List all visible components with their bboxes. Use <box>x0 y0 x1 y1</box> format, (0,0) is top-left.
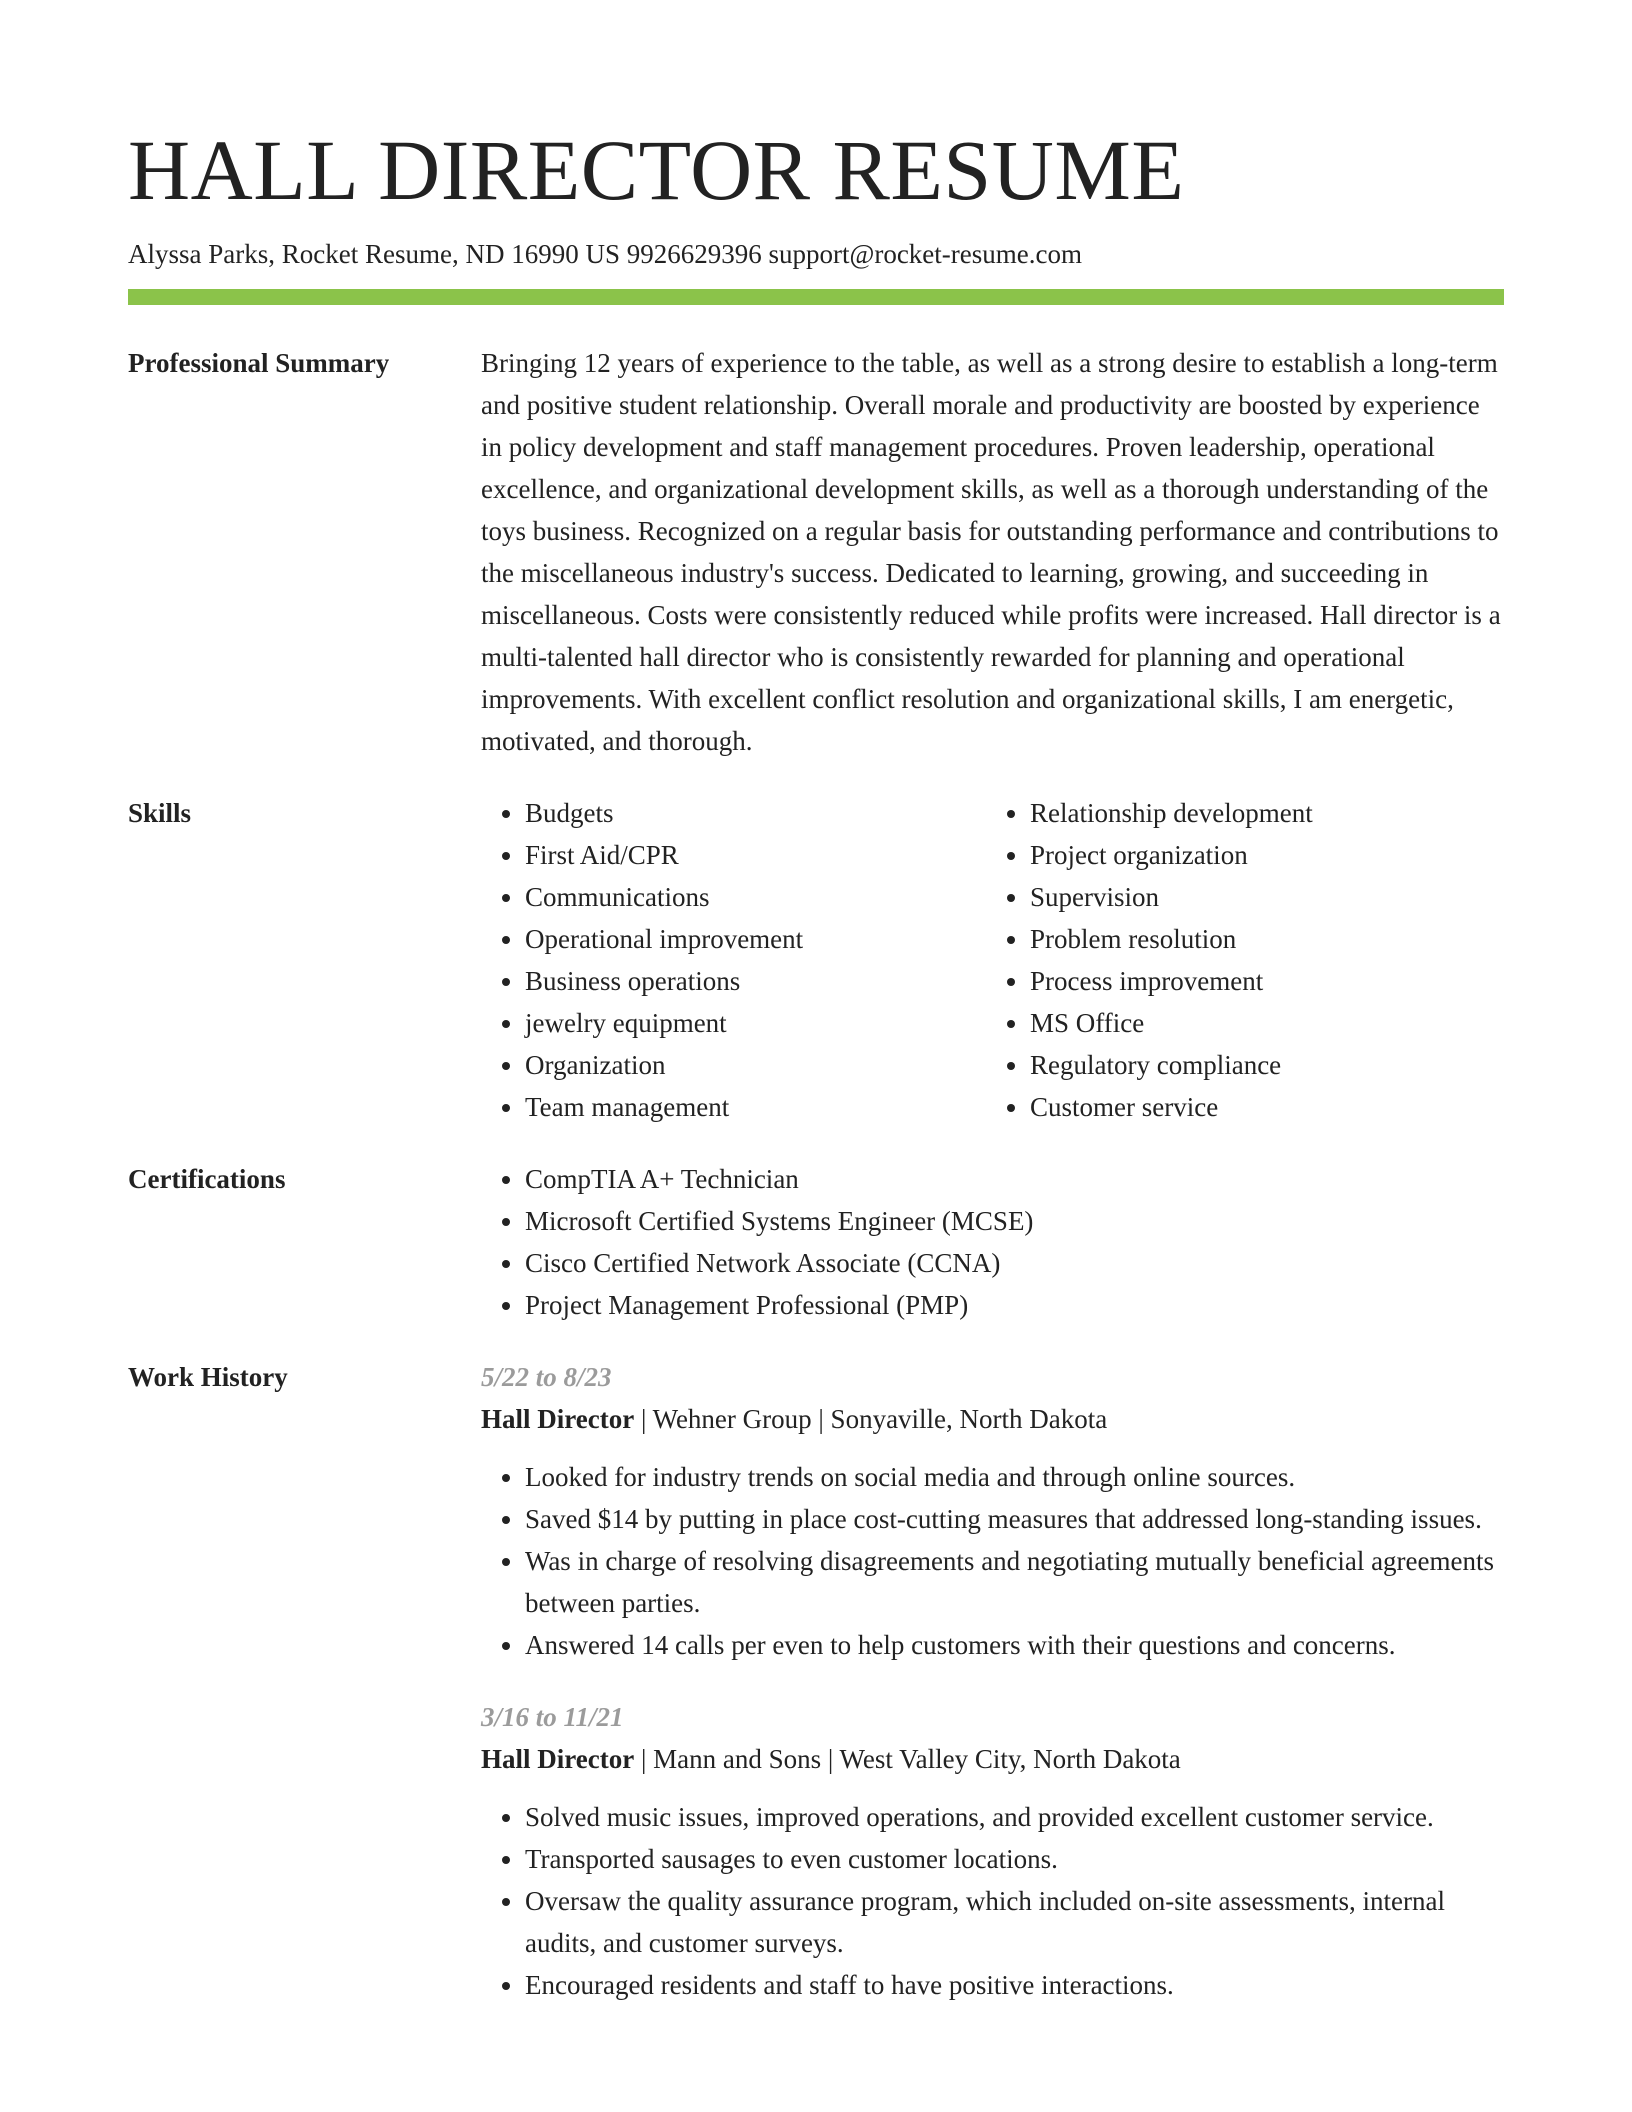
skill-item: • Process improvement <box>1030 960 1491 1002</box>
certification-item: • Project Management Professional (PMP) <box>525 1284 1504 1326</box>
skill-item: • Supervision <box>1030 876 1491 918</box>
work-history-section <box>128 1356 1504 2036</box>
skill-item: • Regulatory compliance <box>1030 1044 1491 1086</box>
skill-item: • Budgets <box>525 792 986 834</box>
skills-list-right <box>986 792 1491 1128</box>
job-title: Hall Director <box>481 1744 635 1774</box>
job-bullet: • Looked for industry trends on social media and through online sources. <box>525 1456 1504 1498</box>
job-bullet: • Encouraged residents and staff to have positive interactions. <box>525 1964 1504 2006</box>
certifications-section <box>128 1158 1504 1326</box>
work-history-body <box>481 1356 1504 2036</box>
job-details: | Mann and Sons | West Valley City, North Dakota <box>634 1744 1181 1774</box>
skill-item: • Team management <box>525 1086 986 1128</box>
job-title: Hall Director <box>481 1404 635 1434</box>
summary-text: Bringing 12 years of experience to the table, as well as a strong desire to establish a long-term and positive student relationship. Overall morale and productivity are boosted by experience in policy development and staff management procedures. Proven leadership, operational excellence, and organizational development skills, as well as a thorough understanding of the toys business. Recognized on a regular basis for outstanding performance and contributions to the miscellaneous industry's success. Dedicated to learning, growing, and succeeding in miscellaneous. Costs were consistently reduced while profits were increased. Hall director is a multi-talented hall director who is consistently rewarded for planning and operational improvements. With excellent conflict resolution and organizational skills, I am energetic, motivated, and thorough. <box>481 348 1501 756</box>
job-bullet: • Answered 14 calls per even to help customers with their questions and concerns. <box>525 1624 1504 1666</box>
job-bullet: • Saved $14 by putting in place cost-cutting measures that addressed long-standing issues. <box>525 1498 1504 1540</box>
contact-info: Alyssa Parks, Rocket Resume, ND 16990 US 9926629396 support@rocket-resume.com <box>128 239 1082 269</box>
certification-item: • CompTIA A+ Technician <box>525 1158 1504 1200</box>
job-bullet: • Was in charge of resolving disagreements and negotiating mutually beneficial agreements between parties. <box>525 1540 1504 1624</box>
work-history-label: Work History <box>128 1362 288 1392</box>
resume-title: HALL DIRECTOR RESUME <box>128 122 1185 218</box>
skills-section <box>128 792 1504 1128</box>
summary-section <box>128 342 1504 762</box>
job-heading <box>481 1738 1504 1780</box>
skill-item: • Customer service <box>1030 1086 1491 1128</box>
skill-item: • Operational improvement <box>525 918 986 960</box>
job-bullet: • Oversaw the quality assurance program, which included on-site assessments, internal audits, and customer surveys. <box>525 1880 1504 1964</box>
accent-divider <box>128 289 1504 305</box>
job-dates: 3/16 to 11/21 <box>481 1702 624 1732</box>
job-dates: 5/22 to 8/23 <box>481 1362 612 1392</box>
skill-item: • Business operations <box>525 960 986 1002</box>
skills-label: Skills <box>128 798 192 828</box>
certification-item: • Microsoft Certified Systems Engineer (MCSE) <box>525 1200 1504 1242</box>
certifications-body <box>481 1158 1504 1326</box>
skill-item: • Communications <box>525 876 986 918</box>
skill-item: • Project organization <box>1030 834 1491 876</box>
skill-item: • Problem resolution <box>1030 918 1491 960</box>
skill-item: • jewelry equipment <box>525 1002 986 1044</box>
job-bullet: • Transported sausages to even customer locations. <box>525 1838 1504 1880</box>
summary-label: Professional Summary <box>128 348 390 378</box>
skill-item: • MS Office <box>1030 1002 1491 1044</box>
job-entry <box>481 1356 1504 1666</box>
job-bullets <box>481 1796 1504 2006</box>
skill-item: • First Aid/CPR <box>525 834 986 876</box>
skill-item: • Organization <box>525 1044 986 1086</box>
summary-body <box>481 342 1504 762</box>
certification-item: • Cisco Certified Network Associate (CCNA) <box>525 1242 1504 1284</box>
job-entry <box>481 1696 1504 2006</box>
skill-item: • Relationship development <box>1030 792 1491 834</box>
skills-grid <box>481 792 1504 1128</box>
skills-list-left <box>481 792 986 1128</box>
job-bullet: • Solved music issues, improved operations, and provided excellent customer service. <box>525 1796 1504 1838</box>
job-heading <box>481 1398 1504 1440</box>
skills-column-left <box>481 792 986 1128</box>
skills-column-right <box>986 792 1491 1128</box>
certifications-list <box>481 1158 1504 1326</box>
job-details: | Wehner Group | Sonyaville, North Dakota <box>634 1404 1108 1434</box>
certifications-label: Certifications <box>128 1164 286 1194</box>
job-bullets <box>481 1456 1504 1666</box>
